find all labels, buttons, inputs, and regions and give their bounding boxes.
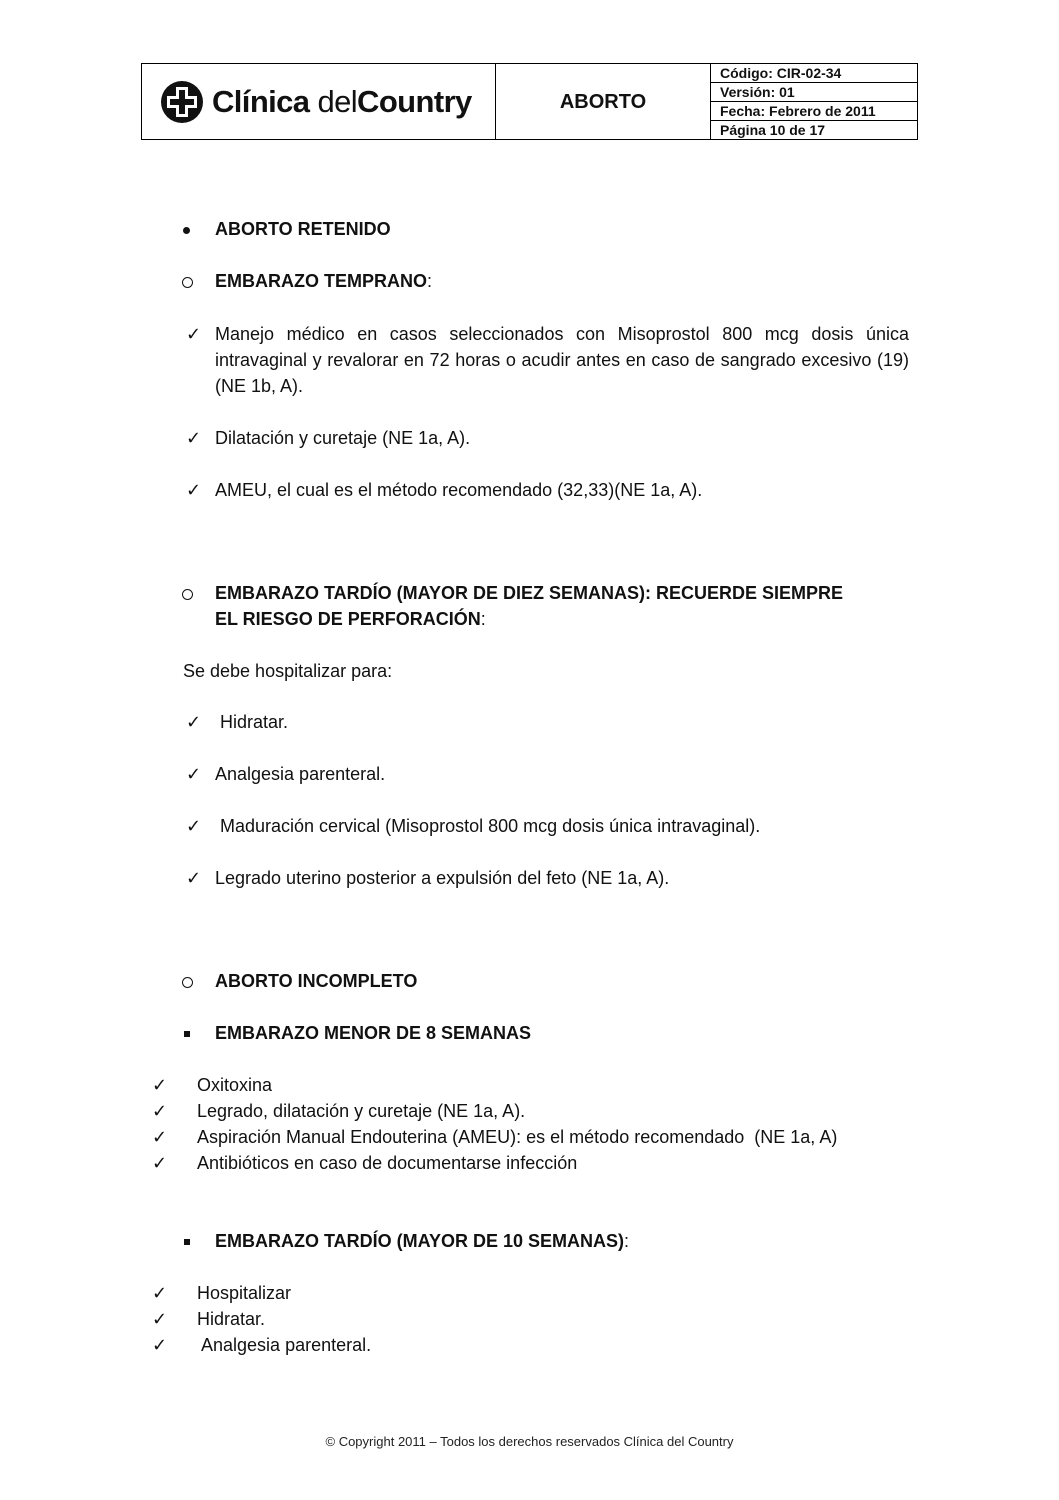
doc-code: Código: CIR-02-34 [711,64,917,83]
document-meta [711,64,917,139]
subheading-tardio-line2: EL RIESGO DE PERFORACIÓN: [215,609,486,629]
document-header [141,63,918,140]
subheading-temprano: EMBARAZO TEMPRANO: [215,271,433,291]
bullet-dot-icon [183,216,190,242]
list-item: Aspiración Manual Endouterina (AMEU): es el método recomendado (NE 1a, A) [197,1127,838,1147]
list-item: Analgesia parenteral. [197,1335,372,1355]
list-item: Antibióticos en caso de documentarse infección [197,1153,578,1173]
bullet-circle-icon [182,968,193,994]
document-title: ABORTO [496,64,711,139]
check-icon: ✓ [186,868,202,888]
check-icon: ✓ [152,1127,168,1147]
check-icon: ✓ [186,428,202,448]
list-item: Analgesia parenteral. [215,764,386,784]
bullet-circle-icon [182,580,193,606]
check-icon: ✓ [186,480,202,500]
list-item: Oxitoxina [197,1075,273,1095]
list-item: Hidratar. [197,1309,266,1329]
check-icon: ✓ [152,1153,168,1173]
list-item: Legrado, dilatación y curetaje (NE 1a, A). [197,1101,526,1121]
list-item: Maduración cervical (Misoprostol 800 mcg dosis única intravaginal). [215,816,761,836]
check-icon: ✓ [152,1283,168,1303]
check-icon: ✓ [152,1309,168,1329]
list-item: Legrado uterino posterior a expulsión del feto (NE 1a, A). [215,868,670,888]
check-icon: ✓ [186,816,202,836]
subheading-menor: EMBARAZO MENOR DE 8 SEMANAS [215,1023,532,1043]
doc-date: Fecha: Febrero de 2011 [711,102,917,121]
hospitalizar-intro: Se debe hospitalizar para: [183,661,393,681]
bullet-square-icon [184,1228,190,1254]
bullet-square-icon [184,1020,190,1046]
bullet-circle-icon [182,268,193,294]
list-item: Hidratar. [215,712,289,732]
check-icon: ✓ [152,1101,168,1121]
clinic-logo [142,64,496,139]
check-icon: ✓ [152,1075,168,1095]
doc-page: Página 10 de 17 [720,122,826,138]
check-icon: ✓ [186,324,202,344]
subheading-tardio-line1: EMBARAZO TARDÍO (MAYOR DE DIEZ SEMANAS): RECUERDE SIEMPRE [215,583,844,603]
list-item: AMEU, el cual es el método recomendado (32,33)(NE 1a, A). [215,480,703,500]
copyright-footer: © Copyright 2011 – Todos los derechos reservados Clínica del Country [325,1434,734,1449]
check-icon: ✓ [152,1335,168,1355]
medical-cross-icon [160,80,204,124]
check-icon: ✓ [186,712,202,732]
list-item: Manejo médico en casos seleccionados con Misoprostol 800 mcg dosis única intravaginal y revalorar en 72 horas o acudir antes en caso de sangrado excesivo (19)(NE 1b, A). [215,324,909,396]
section-heading-retenido: ABORTO RETENIDO [215,219,391,239]
subheading-tardio-incompleto: EMBARAZO TARDÍO (MAYOR DE 10 SEMANAS): [215,1231,630,1251]
list-item: Hospitalizar [197,1283,292,1303]
list-item: Dilatación y curetaje (NE 1a, A). [215,428,471,448]
check-icon: ✓ [186,764,202,784]
clinic-logo-text: Clínica delCountry [212,83,472,119]
section-heading-incompleto: ABORTO INCOMPLETO [215,971,418,991]
doc-version: Versión: 01 [711,83,917,102]
